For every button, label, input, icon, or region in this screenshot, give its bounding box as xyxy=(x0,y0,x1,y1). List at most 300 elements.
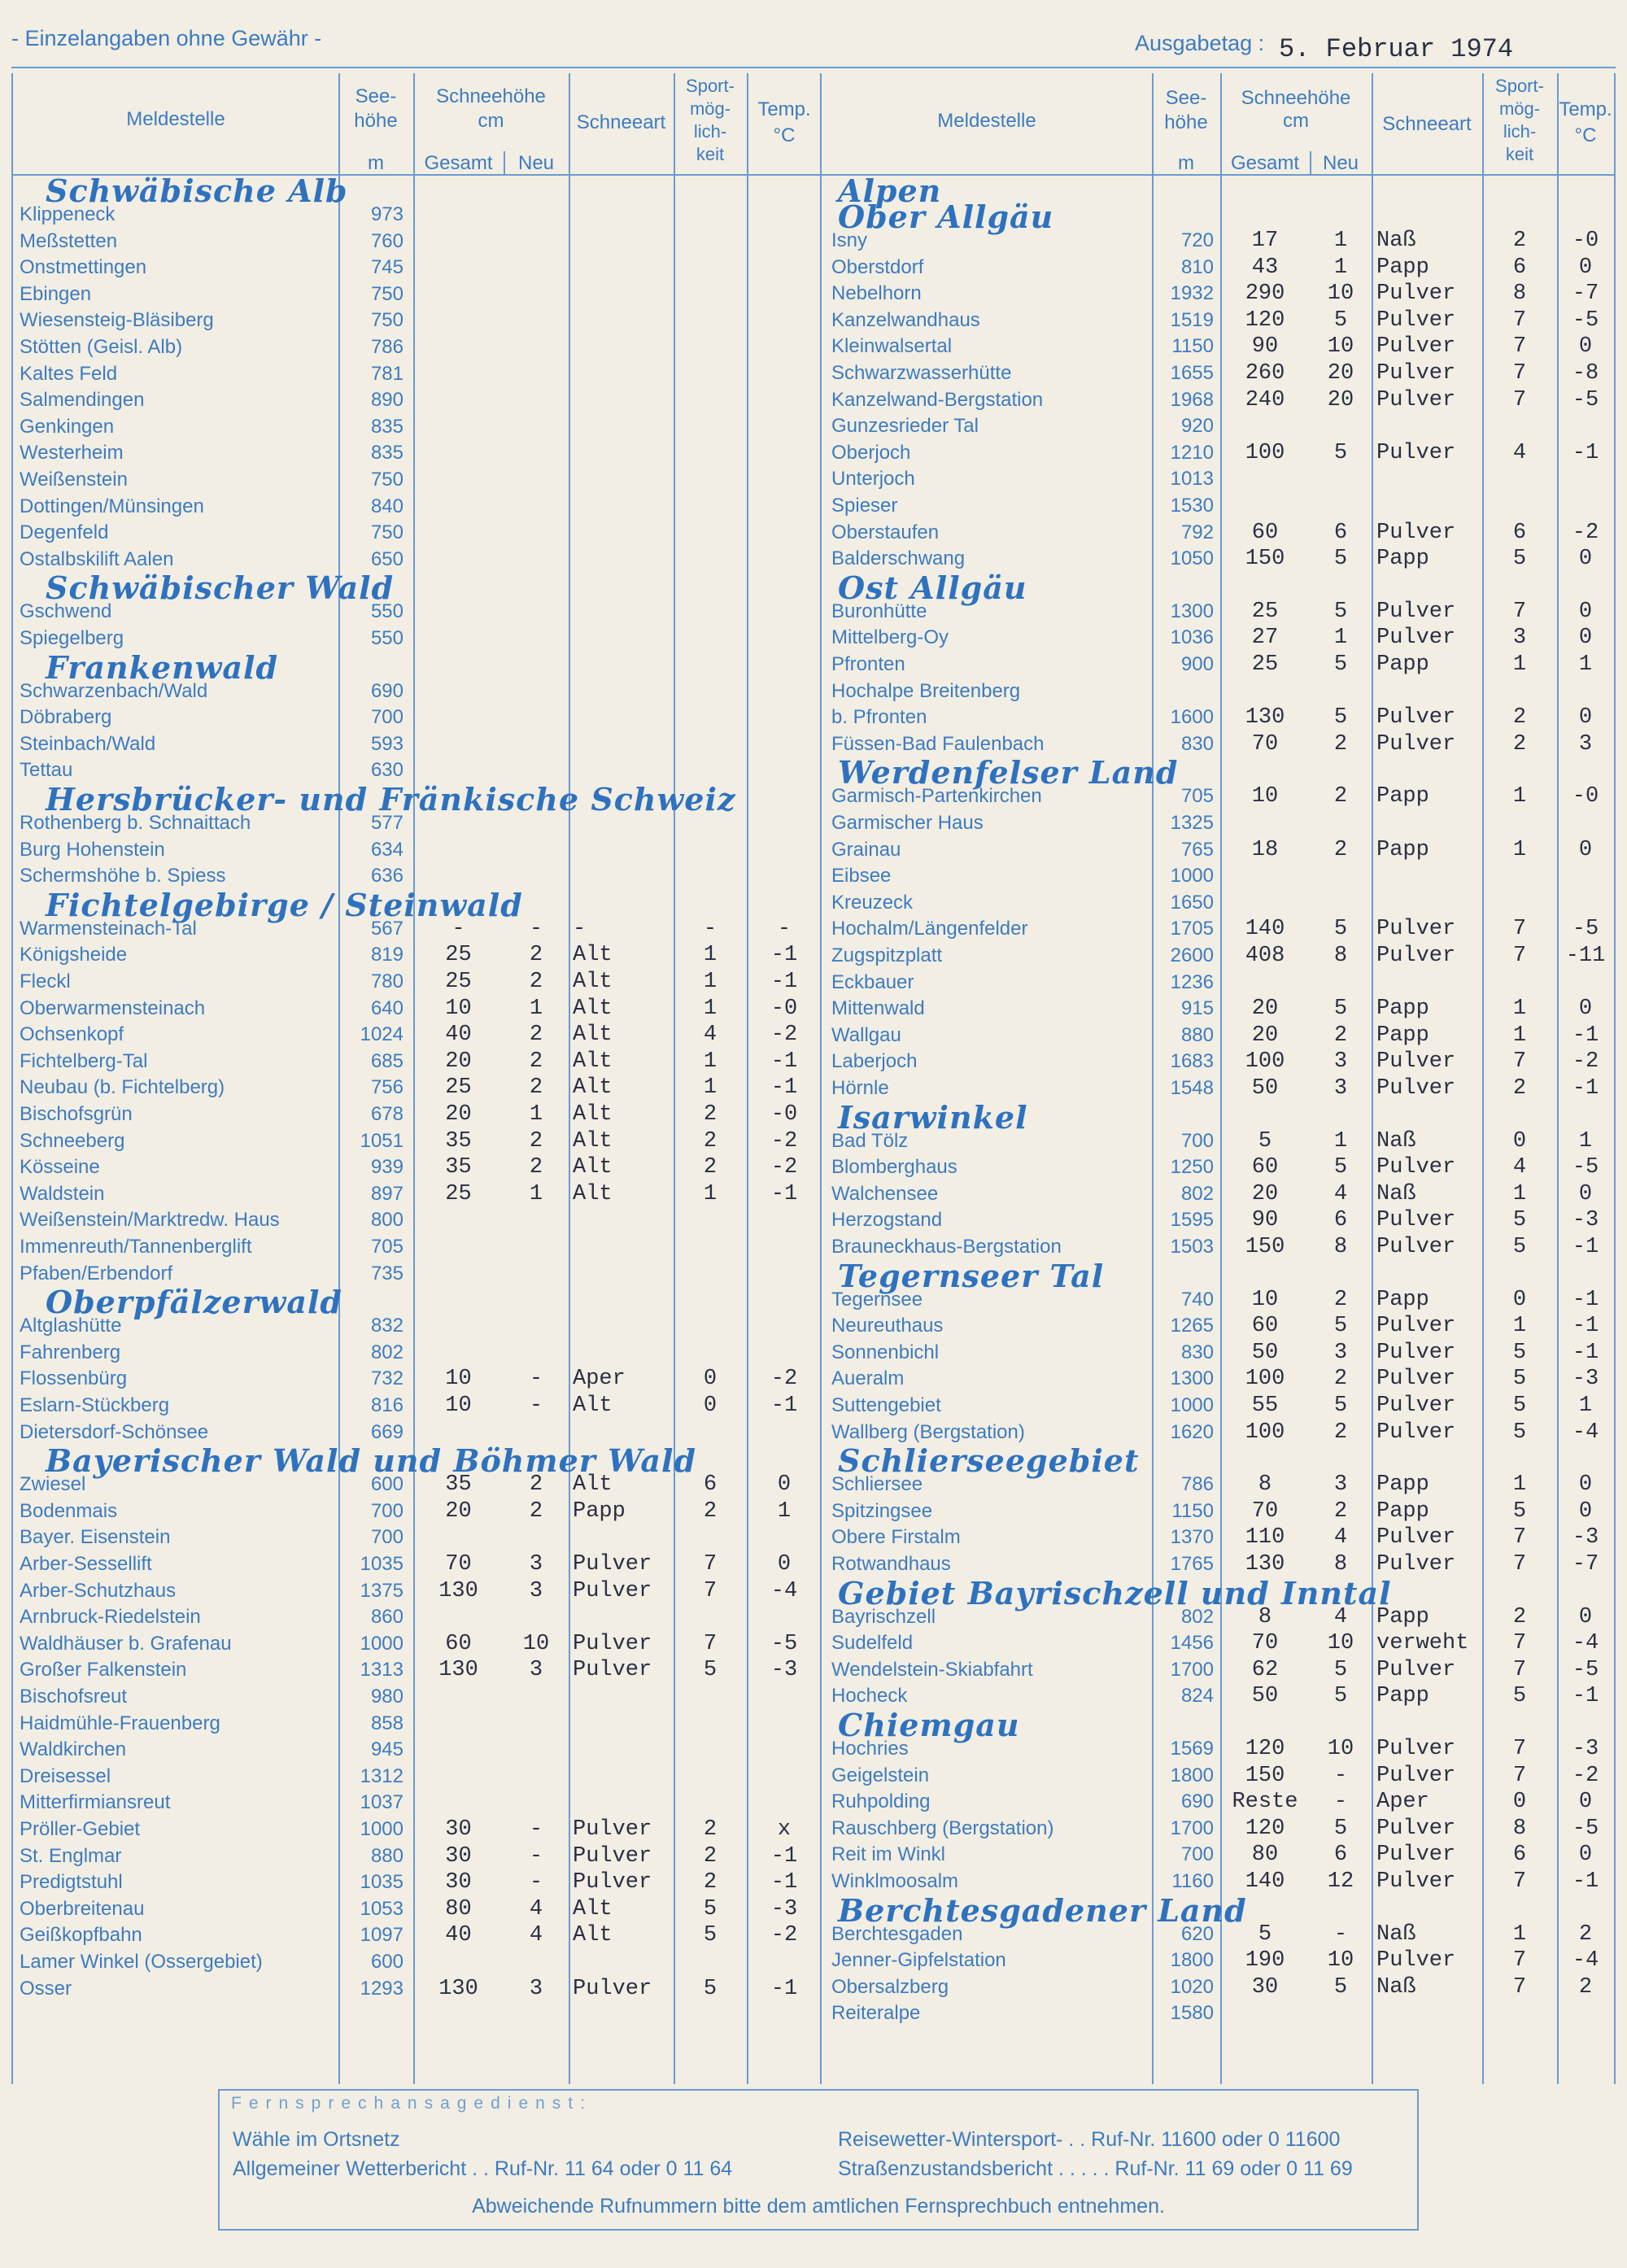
sport-rating: 0 xyxy=(1512,1790,1527,1815)
snow-new: 2 xyxy=(1333,1023,1348,1048)
snow-new: 5 xyxy=(1333,1394,1348,1418)
altitude-value: 620 xyxy=(1180,1922,1214,1945)
snow-new: 20 xyxy=(1327,387,1354,412)
snow-type: Pulver xyxy=(1376,917,1456,942)
temperature: -11 xyxy=(1565,944,1606,968)
snow-type: Papp xyxy=(1376,997,1429,1022)
sport-rating: 7 xyxy=(1512,387,1527,412)
header-seehoehe-1: See- xyxy=(355,85,397,107)
snow-total: 18 xyxy=(1251,837,1279,862)
snow-type: Pulver xyxy=(573,1817,652,1842)
temperature: -5 xyxy=(1572,307,1599,333)
snow-total: 408 xyxy=(1245,944,1285,968)
station-row xyxy=(13,229,822,255)
snow-type: Alt xyxy=(573,1128,613,1154)
snow-total: 25 xyxy=(1251,599,1279,624)
snow-total: 60 xyxy=(1251,1314,1279,1339)
station-name: Waldstein xyxy=(20,1182,105,1205)
station-row xyxy=(822,1313,1614,1339)
snow-type: Alt xyxy=(573,1155,613,1180)
station-name: Spitzingsee xyxy=(831,1499,933,1522)
header-sport-4: keit xyxy=(696,144,725,164)
temperature: 1 xyxy=(1578,652,1593,677)
snow-type: Pulver xyxy=(1376,1816,1456,1841)
station-name: Arber-Sessellift xyxy=(20,1553,152,1575)
snow-type: Pulver xyxy=(1376,599,1456,624)
snow-type: Pulver xyxy=(1376,1843,1456,1868)
station-name: Bayer. Eisenstein xyxy=(20,1526,171,1549)
altitude-value: 1051 xyxy=(360,1129,403,1152)
snow-type: Pulver xyxy=(573,1631,652,1656)
station-row xyxy=(822,360,1614,386)
station-row xyxy=(822,625,1614,651)
snow-total: 10 xyxy=(445,1394,472,1418)
station-name: Lamer Winkel (Ossergebiet) xyxy=(20,1951,263,1973)
snow-total: 20 xyxy=(445,1102,472,1127)
sport-rating: 5 xyxy=(1512,1498,1527,1524)
altitude-value: 1325 xyxy=(1170,812,1214,834)
snow-type: Alt xyxy=(573,1049,613,1074)
sport-rating: 2 xyxy=(1512,1076,1527,1101)
sport-rating: 5 xyxy=(703,1923,718,1948)
header-sport-2: mög- xyxy=(1498,98,1541,119)
snow-new: 2 xyxy=(529,1049,543,1074)
temperature: -0 xyxy=(770,996,798,1021)
station-row xyxy=(822,890,1614,916)
snow-total: 70 xyxy=(1251,1631,1279,1656)
sport-rating: 7 xyxy=(1512,1763,1527,1788)
snow-total: 150 xyxy=(1245,1235,1285,1259)
sport-rating: 1 xyxy=(703,970,718,994)
snow-new: 2 xyxy=(529,1023,543,1048)
snow-type: Pulver xyxy=(1376,1657,1456,1682)
station-row xyxy=(822,1075,1614,1101)
station-row xyxy=(13,1313,822,1339)
station-name: Arnbruck-Riedelstein xyxy=(20,1606,201,1629)
station-row xyxy=(822,1551,1614,1577)
temperature: -1 xyxy=(1572,1684,1599,1709)
station-row xyxy=(13,1551,822,1577)
station-name: Eslarn-Stückberg xyxy=(20,1394,170,1416)
snow-total: 100 xyxy=(1245,1367,1285,1392)
station-row xyxy=(822,1683,1614,1709)
station-row xyxy=(822,493,1614,519)
snow-total: 50 xyxy=(1251,1340,1279,1365)
phone-line-2-left: Allgemeiner Wetterbericht . . Ruf-Nr. 11 64 oder 0 11 64 xyxy=(233,2157,733,2180)
header-temp: Temp. xyxy=(1559,98,1612,120)
altitude-value: 600 xyxy=(370,1951,403,1973)
header-neu: Neu xyxy=(1322,152,1359,174)
station-row xyxy=(13,1261,822,1287)
snow-total: 8 xyxy=(1258,1604,1272,1629)
station-name: Tegernsee xyxy=(831,1288,923,1311)
header-schneehoehe-unit: cm xyxy=(478,110,504,132)
altitude-value: 1013 xyxy=(1170,468,1214,491)
temperature: -4 xyxy=(770,1578,798,1603)
altitude-value: 1000 xyxy=(1170,1394,1214,1416)
station-row xyxy=(13,1420,822,1446)
altitude-value: 1236 xyxy=(1170,970,1214,993)
snow-type: Pulver xyxy=(1376,387,1456,412)
station-row xyxy=(822,1023,1614,1049)
snow-total: 40 xyxy=(445,1023,472,1048)
altitude-value: 1569 xyxy=(1170,1738,1214,1760)
station-name: Hochries xyxy=(831,1738,909,1760)
station-row xyxy=(13,599,822,625)
snow-new: 2 xyxy=(1333,837,1348,862)
snow-new: 5 xyxy=(1333,917,1348,942)
sport-rating: 0 xyxy=(703,1394,718,1418)
temperature: -7 xyxy=(1572,281,1599,307)
snow-total: 40 xyxy=(445,1923,472,1948)
station-row xyxy=(13,810,822,836)
region-heading: Tegernseer Tal xyxy=(838,1257,1105,1294)
temperature: 0 xyxy=(1578,1498,1593,1524)
altitude-value: 1250 xyxy=(1170,1156,1214,1179)
snow-total: 35 xyxy=(445,1155,472,1180)
snow-type: Pulver xyxy=(1376,705,1456,731)
station-name: Laberjoch xyxy=(831,1050,918,1073)
station-row xyxy=(13,1472,822,1498)
temperature: -1 xyxy=(770,1181,798,1206)
station-row xyxy=(13,1207,822,1233)
station-row xyxy=(13,387,822,413)
station-row xyxy=(822,1049,1614,1075)
phone-note: Abweichende Rufnummern bitte dem amtlichen Fernsprechbuch entnehmen. xyxy=(472,2195,1165,2218)
station-row xyxy=(822,1234,1614,1260)
station-row xyxy=(822,863,1614,889)
sport-rating: 8 xyxy=(1512,281,1527,307)
header-temp-unit: °C xyxy=(1574,124,1597,146)
altitude-value: 800 xyxy=(370,1209,403,1232)
altitude-value: 700 xyxy=(370,1526,403,1549)
snow-type: Pulver xyxy=(1376,944,1456,968)
station-name: Burg Hohenstein xyxy=(20,838,165,861)
snow-new: 10 xyxy=(522,1631,550,1656)
snow-type: Pulver xyxy=(1376,1737,1456,1761)
snow-type: Alt xyxy=(573,1923,613,1948)
station-name: Gschwend xyxy=(20,600,112,623)
sport-rating: 4 xyxy=(1512,440,1527,465)
sport-rating: 1 xyxy=(1512,652,1527,677)
snow-total: 10 xyxy=(1251,784,1279,809)
sport-rating: 5 xyxy=(1512,1340,1527,1365)
snow-new: 1 xyxy=(1333,255,1348,280)
station-name: Geigelstein xyxy=(831,1764,930,1786)
snow-new: 5 xyxy=(1333,705,1348,731)
snow-type: Pulver xyxy=(1376,1763,1456,1788)
station-name: Stötten (Geisl. Alb) xyxy=(20,336,183,358)
snow-new: - xyxy=(529,1394,543,1418)
temperature: -2 xyxy=(1572,520,1599,545)
station-name: Neubau (b. Fichtelberg) xyxy=(20,1076,225,1099)
snow-total: 100 xyxy=(1245,1420,1285,1445)
region-heading: Berchtesgadener Land xyxy=(838,1891,1247,1929)
header-schneehoehe: Schneehöhe xyxy=(1241,87,1351,109)
snow-new: 4 xyxy=(529,1896,543,1921)
sport-rating: 8 xyxy=(1512,1816,1527,1841)
station-name: Bad Tölz xyxy=(831,1129,909,1152)
altitude-value: 634 xyxy=(370,838,403,861)
station-row xyxy=(13,1737,822,1763)
station-name: Walchensee xyxy=(831,1182,939,1205)
snow-type: Pulver xyxy=(1376,440,1456,465)
altitude-value: 780 xyxy=(370,970,403,992)
altitude-value: 1456 xyxy=(1170,1632,1214,1655)
station-name: Pfaben/Erbendorf xyxy=(20,1262,173,1284)
temperature: -2 xyxy=(1572,1049,1599,1075)
station-name: Grainau xyxy=(831,838,901,861)
altitude-value: 1097 xyxy=(360,1924,403,1947)
temperature: -1 xyxy=(770,1049,798,1074)
disclaimer-note: - Einzelangaben ohne Gewähr - xyxy=(11,26,322,50)
snow-type: Pulver xyxy=(573,1658,652,1683)
station-name: Immenreuth/Tannenberglift xyxy=(20,1236,252,1258)
altitude-value: 685 xyxy=(370,1049,403,1072)
temperature: -2 xyxy=(770,1155,798,1180)
station-name: Wallgau xyxy=(831,1023,901,1046)
temperature: -5 xyxy=(770,1631,798,1656)
snow-total: 100 xyxy=(1245,440,1285,465)
altitude-value: 1620 xyxy=(1170,1420,1214,1443)
snow-type: Pulver xyxy=(1376,281,1456,307)
station-name: Fahrenberg xyxy=(20,1341,121,1363)
station-row xyxy=(13,361,822,387)
sport-rating: 1 xyxy=(703,943,718,968)
temperature: -2 xyxy=(770,1923,798,1948)
sport-rating: 2 xyxy=(703,1498,718,1524)
station-row xyxy=(13,1869,822,1895)
snow-total: 10 xyxy=(445,1367,472,1392)
sport-rating: 2 xyxy=(703,1155,718,1180)
header-sport-2: mög- xyxy=(689,98,731,119)
altitude-value: 1580 xyxy=(1170,2002,1214,2025)
snow-new: 2 xyxy=(1333,731,1348,757)
snow-type: Pulver xyxy=(1376,1340,1456,1365)
station-name: Sonnenbichl xyxy=(831,1341,940,1363)
station-row xyxy=(13,1896,822,1922)
snow-total: 120 xyxy=(1245,1816,1285,1841)
altitude-value: 858 xyxy=(370,1712,403,1734)
altitude-value: 920 xyxy=(1180,415,1214,438)
snow-total: 20 xyxy=(445,1049,472,1074)
header-gesamt: Gesamt xyxy=(1230,152,1300,174)
altitude-value: 880 xyxy=(1180,1023,1214,1046)
temperature: 0 xyxy=(1578,1604,1593,1629)
snow-total: 10 xyxy=(1251,1287,1279,1312)
altitude-value: 1765 xyxy=(1170,1553,1214,1575)
snow-new: 12 xyxy=(1327,1869,1354,1894)
station-row xyxy=(822,2000,1614,2026)
snow-new: 5 xyxy=(1333,440,1348,465)
station-row xyxy=(13,1154,822,1180)
region-heading: Isarwinkel xyxy=(838,1098,1028,1136)
station-name: Buronhütte xyxy=(831,600,927,622)
temperature: -3 xyxy=(770,1658,798,1683)
snow-type: Papp xyxy=(1376,1684,1429,1709)
snow-type: Alt xyxy=(573,970,613,994)
station-name: Haidmühle-Frauenberg xyxy=(20,1712,220,1734)
snow-new: 5 xyxy=(1333,997,1348,1022)
temperature: -1 xyxy=(770,1870,798,1895)
snow-type: Pulver xyxy=(573,1578,652,1603)
station-name: b. Pfronten xyxy=(831,706,927,729)
snow-new: - xyxy=(1333,1790,1348,1815)
region-heading: Schwäbische Alb xyxy=(46,172,348,209)
station-row xyxy=(13,440,822,466)
sport-rating: 1 xyxy=(1512,1023,1527,1048)
snow-new: 2 xyxy=(529,1128,543,1154)
snow-type: Pulver xyxy=(1376,731,1456,757)
station-name: Oberwarmensteinach xyxy=(20,997,206,1019)
snow-total: 70 xyxy=(1251,1498,1279,1524)
sport-rating: 7 xyxy=(1512,1974,1527,2000)
top-rule xyxy=(11,67,1616,68)
sport-rating: 6 xyxy=(1512,520,1527,545)
station-name: Schliersee xyxy=(831,1473,923,1496)
station-row xyxy=(13,1684,822,1710)
station-name: Eibsee xyxy=(831,865,892,888)
station-name: Berchtesgaden xyxy=(831,1922,963,1945)
temperature: 0 xyxy=(1578,1790,1593,1815)
snow-type: Alt xyxy=(573,1023,613,1048)
snow-new: 2 xyxy=(529,970,543,994)
station-name: Hörnle xyxy=(831,1077,889,1099)
altitude-value: 835 xyxy=(370,442,403,465)
snow-type: Naß xyxy=(1376,1921,1416,1947)
station-name: Unterjoch xyxy=(831,468,915,491)
station-row xyxy=(13,1340,822,1366)
altitude-value: 650 xyxy=(370,547,403,570)
phone-line-2-right: Straßenzustandsbericht . . . . . Ruf-Nr. 11 69 oder 0 11 69 xyxy=(838,2157,1353,2180)
station-row xyxy=(822,704,1614,731)
snow-new: 4 xyxy=(529,1923,543,1948)
station-row xyxy=(822,1630,1614,1656)
altitude-value: 593 xyxy=(370,732,403,755)
snow-total: 110 xyxy=(1245,1525,1285,1551)
temperature: -4 xyxy=(1572,1420,1599,1445)
station-name: Pröller-Gebiet xyxy=(20,1818,141,1840)
temperature: -5 xyxy=(1572,1155,1599,1180)
station-name: Aueralm xyxy=(831,1367,905,1390)
snow-new: 2 xyxy=(1333,1420,1348,1445)
snow-type: Alt xyxy=(573,1181,613,1206)
station-name: Geißkopfbahn xyxy=(20,1924,142,1947)
station-name: Spiegelberg xyxy=(20,627,124,649)
snow-new: 2 xyxy=(529,1498,543,1524)
station-name: Garmischer Haus xyxy=(831,812,984,834)
snow-total: 130 xyxy=(438,1578,478,1603)
altitude-value: 1800 xyxy=(1170,1764,1214,1786)
region-heading: Oberpfälzerwald xyxy=(46,1284,342,1321)
snow-new: 2 xyxy=(1333,1498,1348,1524)
header-schneehoehe-unit: cm xyxy=(1283,110,1309,132)
snow-total: 50 xyxy=(1251,1684,1279,1709)
snow-total: 150 xyxy=(1245,547,1285,572)
temperature: - xyxy=(777,916,792,941)
header-sport-3: lich- xyxy=(1503,121,1537,142)
altitude-value: 1683 xyxy=(1170,1050,1214,1073)
station-name: Fleckl xyxy=(20,970,71,992)
station-name: Hochalm/Längenfelder xyxy=(831,918,1028,940)
altitude-value: 1600 xyxy=(1170,706,1214,729)
snow-total: 20 xyxy=(1251,1023,1279,1048)
station-name: Mitterfirmiansreut xyxy=(20,1791,171,1814)
station-name: Steinbach/Wald xyxy=(20,732,156,755)
station-name: Zwiesel xyxy=(20,1473,86,1496)
snow-total: 25 xyxy=(445,1075,472,1101)
snow-type: Pulver xyxy=(1376,307,1456,333)
station-row xyxy=(13,414,822,440)
snow-total: 240 xyxy=(1245,387,1285,412)
snow-total: 17 xyxy=(1251,229,1279,253)
altitude-value: 980 xyxy=(370,1686,403,1708)
altitude-value: 2600 xyxy=(1170,944,1214,966)
temperature: x xyxy=(777,1817,792,1842)
sport-rating: 5 xyxy=(1512,1420,1527,1445)
sport-rating: 5 xyxy=(1512,1394,1527,1418)
sport-rating: 5 xyxy=(1512,1208,1527,1233)
station-name: Kanzelwandhaus xyxy=(831,308,980,331)
snow-total: 25 xyxy=(445,943,472,968)
station-row xyxy=(822,546,1614,572)
station-row xyxy=(13,334,822,360)
altitude-value: 700 xyxy=(370,706,403,729)
snow-new: 2 xyxy=(1333,1287,1348,1312)
sport-rating: 2 xyxy=(703,1128,718,1154)
station-row xyxy=(13,281,822,307)
snow-total: 290 xyxy=(1245,281,1285,307)
station-row xyxy=(13,1604,822,1630)
station-row xyxy=(13,467,822,493)
snow-type: Pulver xyxy=(1376,1552,1456,1577)
snow-type: Alt xyxy=(573,1102,613,1127)
snow-new: 10 xyxy=(1327,1948,1354,1974)
snow-type: Aper xyxy=(573,1367,626,1392)
station-row xyxy=(13,916,822,942)
station-row xyxy=(13,1949,822,1975)
snow-new: 5 xyxy=(1333,1155,1348,1180)
altitude-value: 802 xyxy=(370,1341,403,1363)
temperature: -1 xyxy=(1572,1076,1599,1101)
temperature: 0 xyxy=(1578,599,1593,624)
station-row xyxy=(822,466,1614,492)
snow-type: Pulver xyxy=(573,1976,652,2001)
altitude-value: 700 xyxy=(1180,1843,1214,1866)
temperature: 0 xyxy=(1578,1181,1593,1206)
snow-new: 3 xyxy=(529,1976,543,2001)
snow-new: 3 xyxy=(1333,1049,1348,1075)
snow-total: 130 xyxy=(1245,1552,1285,1577)
station-row xyxy=(822,943,1614,969)
station-row xyxy=(822,1420,1614,1446)
station-row xyxy=(822,334,1614,360)
sport-rating: 0 xyxy=(703,1367,718,1392)
station-name: Ebingen xyxy=(20,282,92,305)
snow-type: Papp xyxy=(1376,652,1429,677)
station-name: Predigtstuhl xyxy=(20,1871,123,1894)
altitude-value: 1150 xyxy=(1171,335,1214,358)
snow-new: 5 xyxy=(1333,1314,1348,1339)
station-name: Hochalpe Breitenberg xyxy=(831,679,1021,702)
snow-new: - xyxy=(529,1870,543,1895)
station-name: Wallberg (Bergstation) xyxy=(831,1420,1025,1443)
snow-type: Pulver xyxy=(1376,520,1456,545)
sport-rating: 4 xyxy=(1512,1155,1527,1180)
station-name: Reit im Winkl xyxy=(831,1843,946,1866)
region-heading: Werdenfelser Land xyxy=(838,754,1179,792)
sport-rating: 2 xyxy=(703,1817,718,1842)
